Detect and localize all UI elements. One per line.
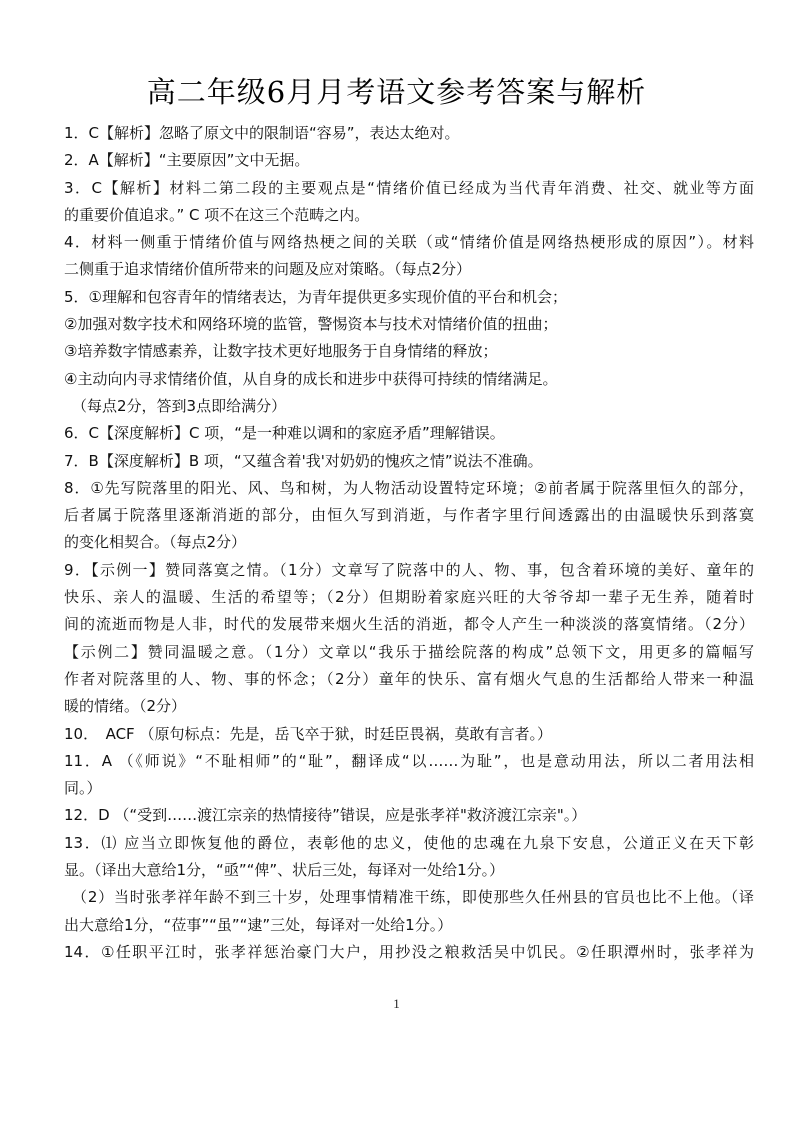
text-line: 【示例二】赞同温暖之意。（1分）文章以“我乐于描绘院落的构成”总领下文，用更多的篇幅写	[64, 642, 754, 661]
text-line: 3．C【解析】材料二第二段的主要观点是“情绪价值已经成为当代青年消费、社交、就业等方面	[64, 178, 754, 197]
text-line: 13．⑴ 应当立即恢复他的爵位，表彰他的忠义，使他的忠魂在九泉下安息，公道正义在天下彰	[64, 833, 754, 852]
text-line: 后者属于院落里逐渐消逝的部分，由恒久写到消逝，与作者字里行间透露出的由温暖快乐到落寞	[64, 506, 754, 525]
text-line: 4．材料一侧重于情绪价值与网络热梗之间的关联（或“情绪价值是网络热梗形成的原因”）。材料	[64, 233, 754, 252]
text-line: 10． ACF （原句标点：先是，岳飞卒于狱，时廷臣畏祸，莫敢有言者。）	[64, 724, 552, 743]
text-line: 的重要价值追求。” C 项不在这三个范畴之内。	[64, 205, 370, 224]
text-line: 间的流逝而物是人非，时代的发展带来烟火生活的消逝，都令人产生一种淡淡的落寞情绪。（2分）	[64, 615, 754, 634]
page-number: 1	[393, 996, 400, 1011]
text-line: 出大意给1分，“莅事”“虽”“逮”三处，每译对一处给1分。）	[64, 915, 453, 934]
text-line: 7．B【深度解析】B 项，“又蕴含着'我'对奶奶的愧疚之情”说法不准确。	[64, 451, 543, 470]
text-line: 同。）	[64, 779, 102, 798]
text-line: ③培养数字情感素养，让数字技术更好地服务于自身情绪的释放；	[64, 342, 498, 361]
text-line: 9．【示例一】赞同落寞之情。（1分）文章写了院落中的人、物、事，包含着环境的美好、童年的	[64, 560, 754, 579]
text-line: 11．A （《师说》“不耻相师”的“耻”，翻译成“以……为耻”，也是意动用法，所以二者用法相	[64, 751, 754, 770]
text-line: （2）当时张孝祥年龄不到三十岁，处理事情精准干练，即使那些久任州县的官员也比不上他。（译	[72, 888, 754, 907]
text-line: 1．C【解析】忽略了原文中的限制语“容易”，表达太绝对。	[64, 124, 460, 142]
text-line: 显。（译出大意给1分，“亟”“俾”、状后三处，每译对一处给1分。）	[64, 861, 505, 880]
text-line: 作者对院落里的人、物、事的怀念；（2分）童年的快乐、富有烟火气息的生活都给人带来一种温	[64, 669, 754, 688]
text-line: 6．C【深度解析】C 项，“是一种难以调和的家庭矛盾”理解错误。	[64, 424, 505, 443]
text-line: 二侧重于追求情绪价值所带来的问题及应对策略。（每点2分）	[64, 260, 472, 279]
text-line: 8．①先写院落里的阳光、风、鸟和树，为人物活动设置特定环境；②前者属于院落里恒久的部分，	[64, 478, 754, 497]
page-title: 高二年级6月月考语文参考答案与解析	[146, 75, 647, 109]
text-line: 暖的情绪。（2分）	[64, 697, 187, 716]
text-line: 的变化相契合。（每点2分）	[64, 533, 247, 552]
text-line: 2．A【解析】“主要原因”文中无据。	[64, 151, 310, 170]
text-line: ②加强对数字技术和网络环境的监管，警惕资本与技术对情绪价值的扭曲；	[64, 315, 558, 334]
text-line: 14．①任职平江时，张孝祥惩治豪门大户，用抄没之粮救活吴中饥民。②任职潭州时，张孝祥为	[64, 942, 754, 961]
text-line: 快乐、亲人的温暖、生活的希望等；（2分）但期盼着家庭兴旺的大爷爷却一辈子无生养，随着时	[64, 588, 754, 607]
text-line: 12．D （“受到……渡江宗亲的热情接待”错误，应是张孝祥"救济渡江宗亲"。）	[64, 806, 587, 825]
text-line: 5．①理解和包容青年的情绪表达，为青年提供更多实现价值的平台和机会；	[64, 287, 567, 306]
answer-body	[64, 120, 754, 966]
text-line: （每点2分，答到3点即给满分）	[72, 396, 287, 415]
text-line: ④主动向内寻求情绪价值，从自身的成长和进步中获得可持续的情绪满足。	[64, 369, 558, 388]
